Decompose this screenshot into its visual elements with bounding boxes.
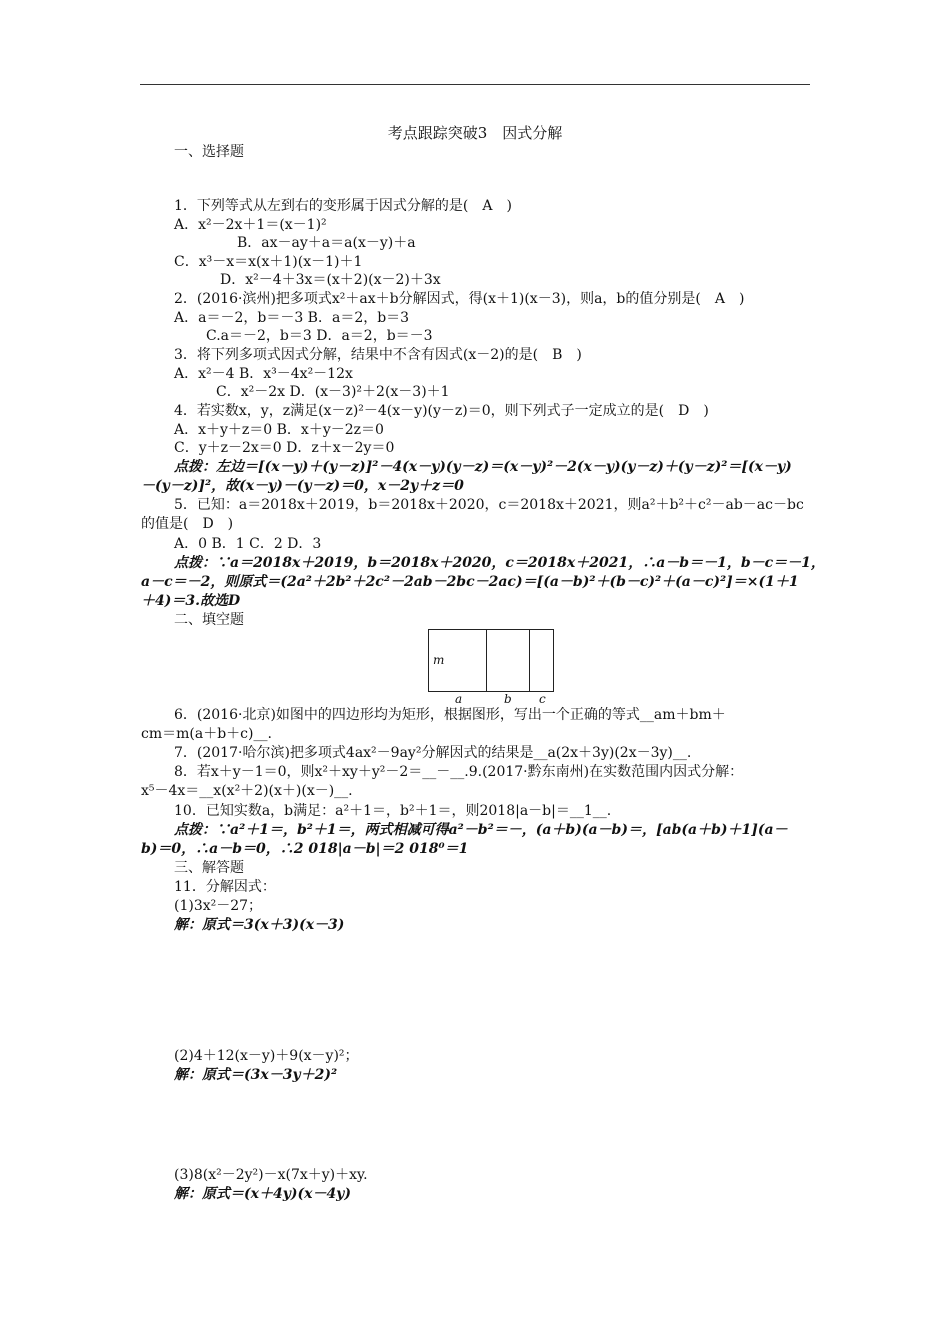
text-line: A．x²－4 B．x³－4x²－12x — [174, 366, 353, 382]
text-line: (1)3x²－27； — [174, 898, 263, 914]
text-line: x⁵－4x＝__x(x²＋2)(x＋)(x－)__. — [141, 783, 353, 799]
figure-divider-1 — [486, 630, 487, 691]
top-rule — [140, 84, 810, 85]
text-line: 11．分解因式： — [174, 879, 276, 895]
text-line: 二、填空题 — [174, 612, 244, 628]
text-line: cm＝m(a＋b＋c)__. — [141, 726, 272, 742]
text-line: A．a＝－2，b＝－3 B．a＝2，b＝3 — [174, 310, 410, 326]
text-line: B．ax－ay＋a＝a(x－y)＋a — [237, 235, 416, 251]
text-line: 解：原式＝(3x－3y＋2)² — [174, 1067, 338, 1083]
figure-label-b: b — [504, 692, 512, 706]
text-line: C．y＋z－2x＝0 D．z＋x－2y＝0 — [174, 440, 395, 456]
text-line: (3)8(x²－2y²)－x(7x＋y)＋xy. — [174, 1167, 368, 1183]
text-line: 3．将下列多项式因式分解，结果中不含有因式(x－2)的是( B ) — [174, 347, 582, 363]
figure-divider-2 — [529, 630, 530, 691]
text-line: 点拨：左边＝[(x－y)＋(y－z)]²－4(x－y)(y－z)＝(x－y)²－2(x－y)(y－z)＋(y－z)²＝[(x－y) — [174, 459, 792, 475]
text-line: C．x²－2x D．(x－3)²＋2(x－3)＋1 — [216, 384, 450, 400]
text-line: D．x²－4＋3x＝(x＋2)(x－2)＋3x — [220, 272, 441, 288]
figure-label-m: m — [433, 653, 445, 667]
text-line: ＋4)＝3.故选D — [141, 593, 241, 609]
text-line: 4．若实数x，y，z满足(x－z)²－4(x－y)(y－z)＝0，则下列式子一定成立的是( D ) — [174, 403, 709, 419]
text-line: C．x³－x＝x(x＋1)(x－1)＋1 — [174, 254, 363, 270]
text-line: 6．(2016·北京)如图中的四边形均为矩形，根据图形，写出一个正确的等式__am＋bm＋ — [174, 707, 726, 723]
text-line: 一、选择题 — [174, 144, 244, 160]
text-line: 三、解答题 — [174, 860, 244, 876]
text-line: C.a＝－2，b＝3 D．a＝2，b＝－3 — [206, 328, 433, 344]
rectangle-figure — [428, 629, 554, 692]
text-line: 的值是( D ) — [141, 516, 234, 532]
text-line: 5．已知：a＝2018x＋2019，b＝2018x＋2020，c＝2018x＋2021，则a²＋b²＋c²－ab－ac－bc — [174, 497, 804, 513]
text-line: 8．若x＋y－1＝0，则x²＋xy＋y²－2＝__－__.9.(2017·黔东南州)在实数范围内因式分解： — [174, 764, 744, 780]
text-line: a－c＝－2，则原式＝(2a²＋2b²＋2c²－2ab－2bc－2ac)＝[(a－b)²＋(b－c)²＋(a－c)²]＝×(1＋1 — [141, 574, 799, 590]
page-title: 考点跟踪突破3 因式分解 — [387, 124, 563, 142]
text-line: 点拨：∵a²＋1＝，b²＋1＝，两式相减可得a²－b²＝－，(a＋b)(a－b)＝，[ab(a＋b)＋1](a－ — [174, 822, 788, 838]
text-line: 解：原式＝3(x＋3)(x－3) — [174, 917, 345, 933]
figure-label-a: a — [455, 692, 463, 706]
text-line: 7．(2017·哈尔滨)把多项式4ax²－9ay²分解因式的结果是__a(2x＋3y)(2x－3y)__. — [174, 745, 692, 761]
text-line: 10．已知实数a，b满足：a²＋1＝，b²＋1＝，则2018|a－b|＝__1__. — [174, 803, 612, 819]
figure-label-c: c — [539, 692, 546, 706]
text-line: (2)4＋12(x－y)＋9(x－y)²； — [174, 1048, 359, 1064]
text-line: 1．下列等式从左到右的变形属于因式分解的是( A ) — [174, 198, 512, 214]
text-line: b)＝0，∴a－b＝0，∴2 018|a－b|＝2 018⁰＝1 — [141, 841, 469, 857]
text-line: 2．(2016·滨州)把多项式x²＋ax＋b分解因式，得(x＋1)(x－3)，则a，b的值分别是( A ) — [174, 291, 745, 307]
text-line: A．x²－2x＋1＝(x－1)² — [174, 217, 327, 233]
text-line: A．0 B．1 C．2 D．3 — [174, 536, 322, 552]
text-line: －(y－z)]²，故(x－y)－(y－z)＝0，x－2y＋z＝0 — [141, 478, 464, 494]
text-line: 解：原式＝(x＋4y)(x－4y) — [174, 1186, 351, 1202]
text-line: A．x＋y＋z＝0 B．x＋y－2z＝0 — [174, 422, 384, 438]
text-line: 点拨：∵a＝2018x＋2019，b＝2018x＋2020，c＝2018x＋2021，∴a－b＝－1，b－c＝－1， — [174, 555, 825, 571]
